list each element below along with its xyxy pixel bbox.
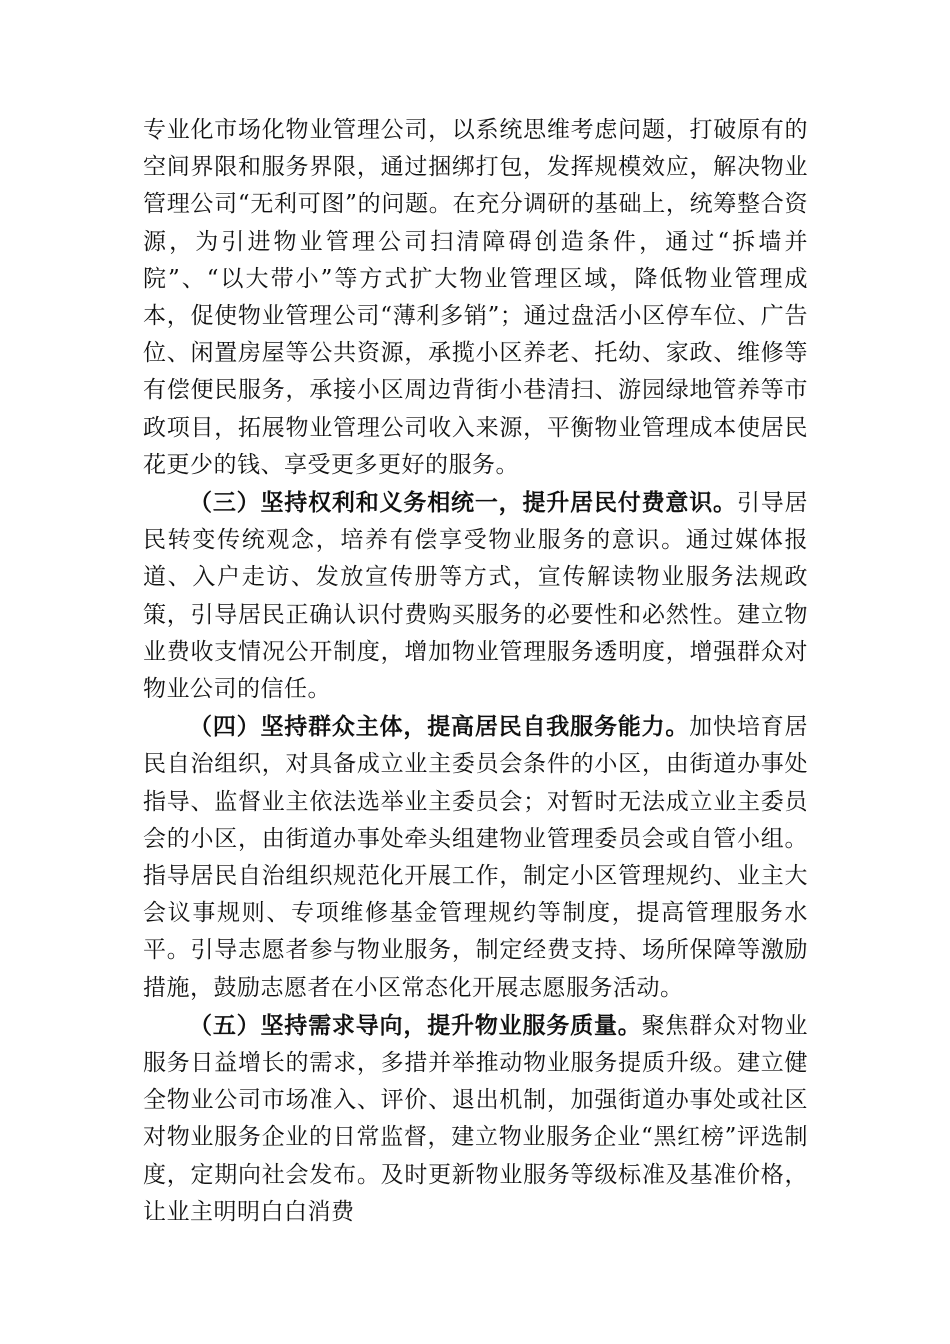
paragraph-section-3 (143, 484, 808, 708)
document-page (143, 112, 808, 1231)
section-heading: （五）坚持需求导向，提升物业服务质量。 (189, 1011, 642, 1039)
paragraph-continuation (143, 112, 808, 484)
paragraph-section-5 (143, 1007, 808, 1231)
paragraph-section-4 (143, 708, 808, 1007)
paragraph-body: 引导居民转变传统观念，培养有偿享受物业服务的意识。通过媒体报道、入户走访、发放宣传册等方式，宣传解读物业服务法规政策，引导居民正确认识付费购买服务的必要性和必然性。建立物业费收支情况公开制度，增加物业管理服务透明度，增强群众对物业公司的信任。 (143, 490, 809, 703)
paragraph-body: 专业化市场化物业管理公司，以系统思维考虑问题，打破原有的空间界限和服务界限，通过捆绑打包，发挥规模效应，解决物业管理公司“无利可图”的问题。在充分调研的基础上，统筹整合资源，为引进物业管理公司扫清障碍创造条件，通过“拆墙并院”、“以大带小”等方式扩大物业管理区域，降低物业管理成本，促使物业管理公司“薄利多销”；通过盘活小区停车位、广告位、闲置房屋等公共资源，承揽小区养老、托幼、家政、维修等有偿便民服务，承接小区周边背街小巷清扫、游园绿地管养等市政项目，拓展物业管理公司收入来源，平衡物业管理成本使居民花更少的钱、享受更多更好的服务。 (143, 117, 808, 478)
paragraph-body: 加快培育居民自治组织，对具备成立业主委员会条件的小区，由街道办事处指导、监督业主依法选举业主委员会；对暂时无法成立业主委员会的小区，由街道办事处牵头组建物业管理委员会或自管小组。指导居民自治组织规范化开展工作，制定小区管理规约、业主大会议事规则、专项维修基金管理规约等制度，提高管理服务水平。引导志愿者参与物业服务，制定经费支持、场所保障等激励措施，鼓励志愿者在小区常态化开展志愿服务活动。 (143, 714, 809, 1001)
section-heading: （三）坚持权利和义务相统一，提升居民付费意识。 (189, 489, 737, 517)
paragraph-body: 聚焦群众对物业服务日益增长的需求，多措并举推动物业服务提质升级。建立健全物业公司市场准入、评价、退出机制，加强街道办事处或社区对物业服务企业的日常监督，建立物业服务企业“黑红榜”评选制度，定期向社会发布。及时更新物业服务等级标准及基准价格，让业主明明白白消费 (143, 1012, 809, 1225)
section-heading: （四）坚持群众主体，提高居民自我服务能力。 (189, 713, 690, 741)
